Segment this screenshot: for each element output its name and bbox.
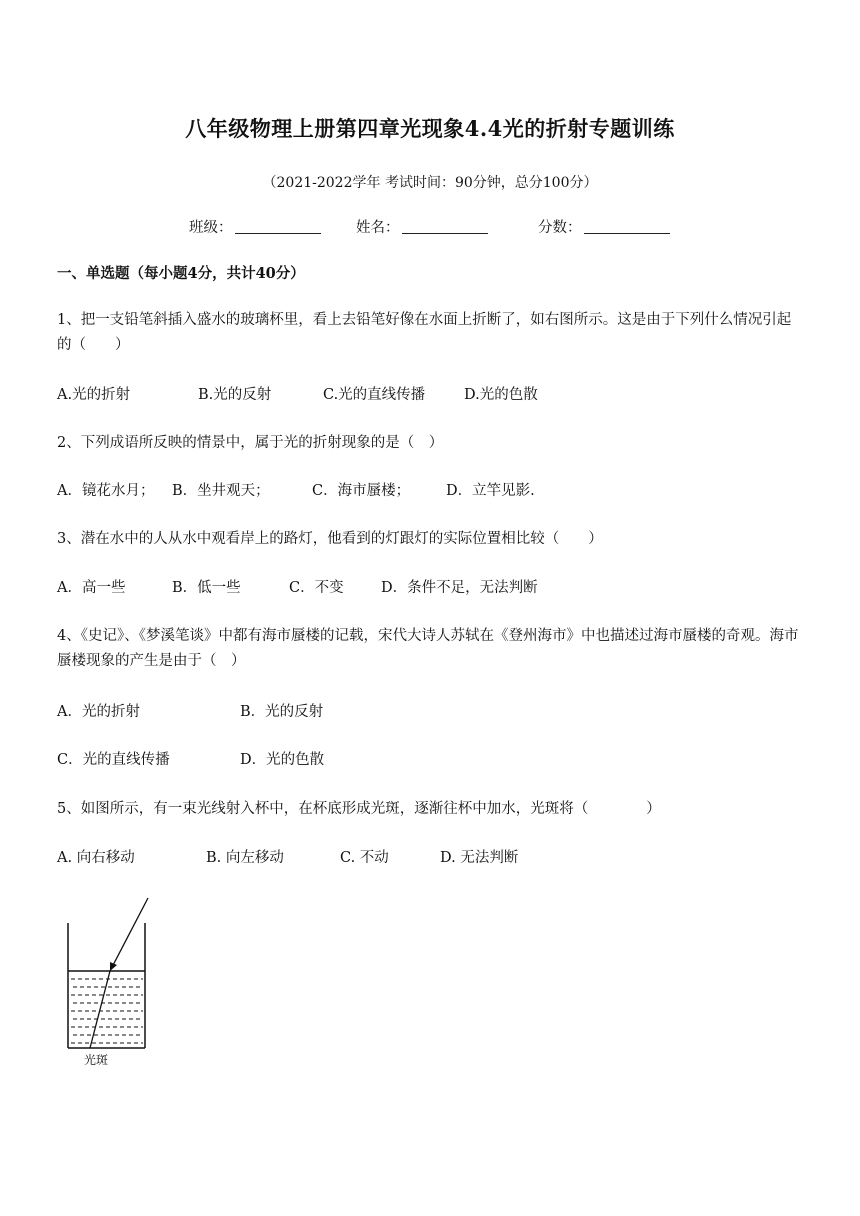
q1-option-a: A.光的折射 xyxy=(57,387,131,403)
score-field xyxy=(538,216,670,237)
name-blank xyxy=(402,219,488,234)
q1-option-c: C.光的直线传播 xyxy=(323,387,426,403)
q3-option-d: D．条件不足，无法判断 xyxy=(381,580,538,596)
q1-option-d: D.光的色散 xyxy=(464,387,538,403)
water-hatching xyxy=(71,979,143,1043)
question-5-stem: 5、如图所示，有一束光线射入杯中，在杯底形成光斑，逐渐往杯中加水，光斑将（ ） xyxy=(57,801,661,817)
q2-option-d: D．立竿见影. xyxy=(446,483,535,499)
q4-option-a: A．光的折射 xyxy=(57,704,140,720)
score-label: 分数： xyxy=(538,220,582,236)
q4-option-c: C．光的直线传播 xyxy=(57,752,170,768)
cup-refraction-figure xyxy=(58,893,168,1073)
q2-option-b: B．坐井观天； xyxy=(172,483,270,499)
q3-option-c: C．不变 xyxy=(289,580,344,596)
question-1-stem: 1、把一支铅笔斜插入盛水的玻璃杯里，看上去铅笔好像在水面上折断了，如右图所示。这是由于下列什么情况引起的（ ） xyxy=(57,312,792,353)
question-2-stem: 2、下列成语所反映的情景中，属于光的折射现象的是（ ） xyxy=(57,435,444,451)
name-label: 姓名： xyxy=(356,220,400,236)
class-blank xyxy=(235,219,321,234)
q5-option-a: A. 向右移动 xyxy=(57,850,135,866)
q2-option-c: C．海市蜃楼； xyxy=(312,483,411,499)
refracted-light-ray xyxy=(90,971,110,1048)
class-field xyxy=(189,216,321,237)
q5-option-b: B. 向左移动 xyxy=(206,850,284,866)
light-spot-caption: 光斑 xyxy=(84,1053,109,1067)
section-heading: 一、单选题（每小题4分，共计40分） xyxy=(57,265,305,282)
q4-option-b: B．光的反射 xyxy=(240,704,324,720)
q3-option-b: B．低一些 xyxy=(172,580,241,596)
q1-option-b: B.光的反射 xyxy=(198,387,272,403)
q5-option-c: C. 不动 xyxy=(340,850,389,866)
incident-light-ray xyxy=(110,898,148,971)
class-label: 班级： xyxy=(189,220,233,236)
exam-subtitle: （2021-2022学年 考试时间：90分钟，总分100分） xyxy=(262,175,598,191)
question-3-stem: 3、潜在水中的人从水中观看岸上的路灯，他看到的灯跟灯的实际位置相比较（ ） xyxy=(57,531,603,547)
name-field xyxy=(356,216,488,237)
page-title: 八年级物理上册第四章光现象4.4光的折射专题训练 xyxy=(185,116,675,141)
q4-option-d: D．光的色散 xyxy=(240,752,325,768)
q2-option-a: A．镜花水月； xyxy=(57,483,155,499)
question-4-stem: 4、《史记》、《梦溪笔谈》中都有海市蜃楼的记载，宋代大诗人苏轼在《登州海市》中也描述过海市蜃楼的奇观。海市蜃楼现象的产生是由于（ ） xyxy=(57,628,799,669)
q5-option-d: D. 无法判断 xyxy=(440,850,519,866)
q3-option-a: A．高一些 xyxy=(57,580,126,596)
score-blank xyxy=(584,219,670,234)
